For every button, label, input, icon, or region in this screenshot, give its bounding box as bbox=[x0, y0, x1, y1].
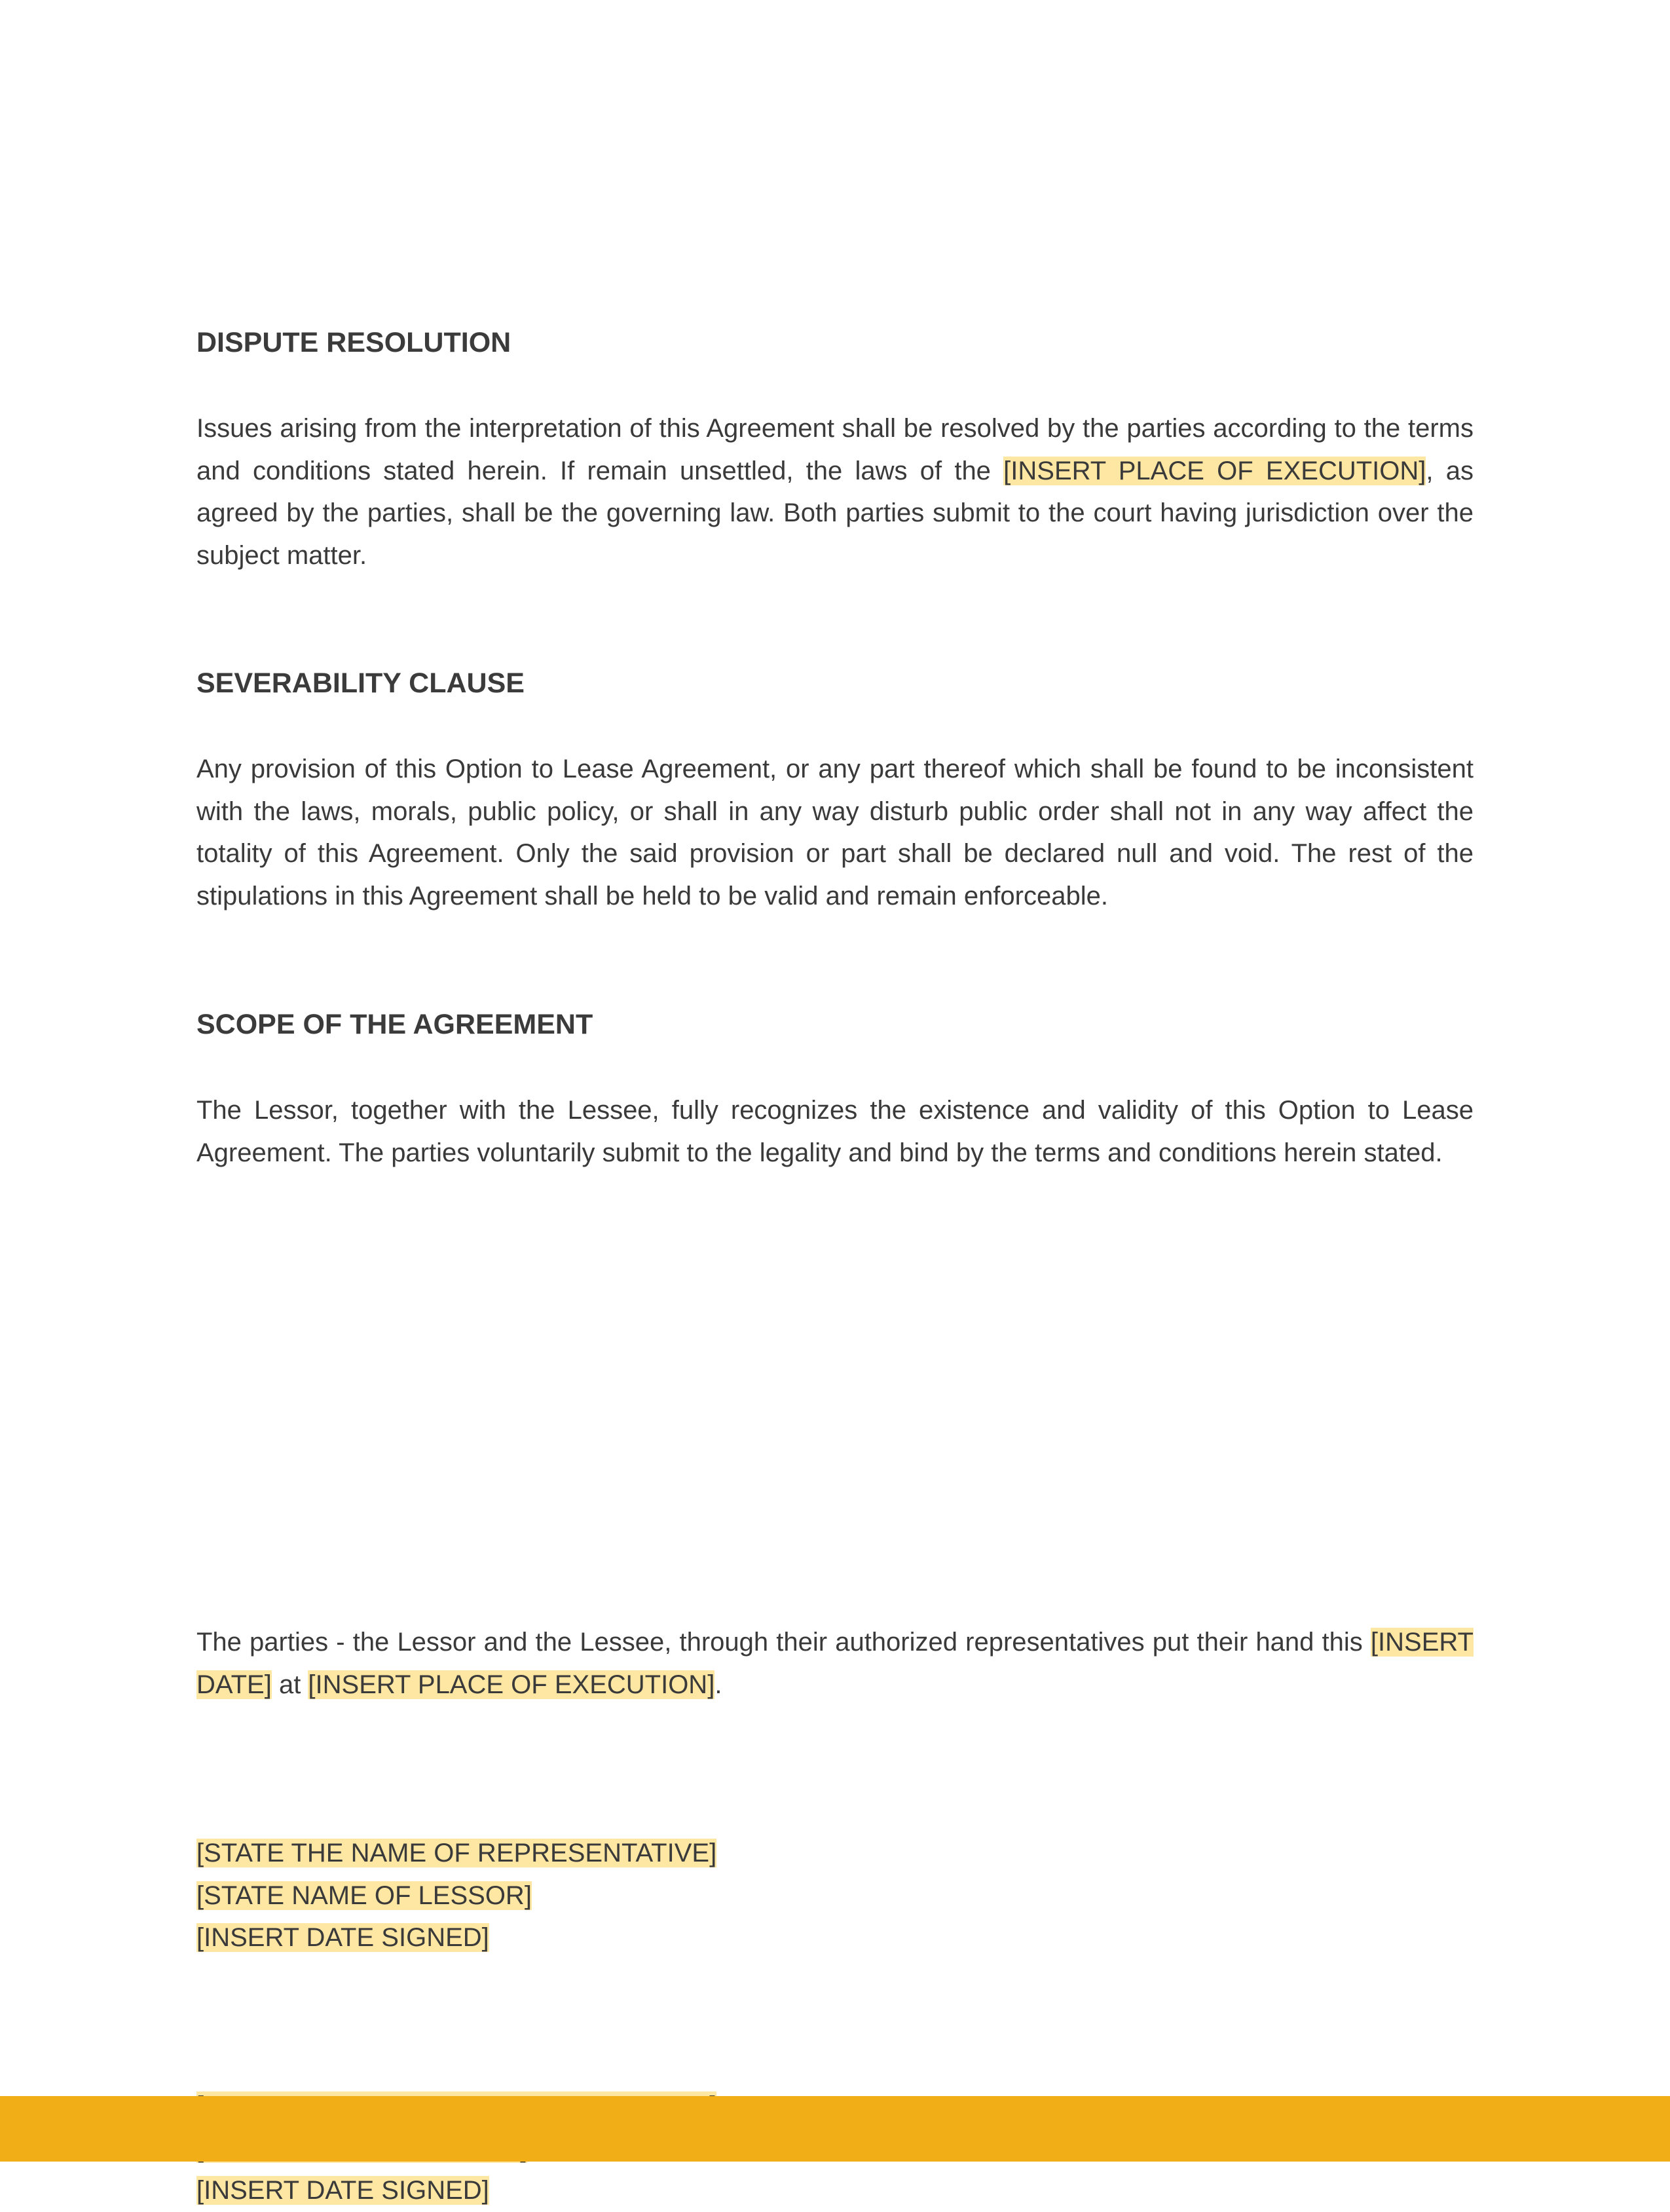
lessee-date-placeholder: [INSERT DATE SIGNED] bbox=[196, 2176, 489, 2205]
severability-section bbox=[196, 662, 1474, 917]
severability-paragraph: Any provision of this Option to Lease Agreement, or any part thereof which shall be found to be inconsistent with the laws, morals, public policy, or shall in any way disturb public order shall not in any way affect the totality of this Agreement. Only the said provision or part shall be declared null and void. The rest of the stipulations in this Agreement shall be held to be valid and remain enforceable. bbox=[196, 755, 1474, 910]
scope-section bbox=[196, 1003, 1474, 1174]
dispute-text-part2: , as agreed by the parties, shall be the governing law. Both parties submit to the court having jurisdiction over the subject matter. bbox=[196, 456, 1474, 570]
scope-heading: SCOPE OF THE AGREEMENT bbox=[196, 1009, 593, 1040]
lessor-date-placeholder: [INSERT DATE SIGNED] bbox=[196, 1923, 489, 1952]
place-of-execution-placeholder: [INSERT PLACE OF EXECUTION] bbox=[1003, 456, 1426, 485]
severability-heading: SEVERABILITY CLAUSE bbox=[196, 667, 525, 699]
witness-paragraph bbox=[196, 1621, 1474, 1706]
dispute-text-part1: Issues arising from the interpretation of this Agreement shall be resolved by the parties according to the terms and conditions stated herein. If remain unsettled, the laws of the bbox=[196, 414, 1474, 485]
dispute-resolution-section bbox=[196, 321, 1474, 576]
lessor-name-placeholder: [STATE NAME OF LESSOR] bbox=[196, 1881, 532, 1910]
lessor-representative-placeholder: [STATE THE NAME OF REPRESENTATIVE] bbox=[196, 1839, 717, 1867]
footer-bar bbox=[0, 2096, 1670, 2162]
witness-place-placeholder: [INSERT PLACE OF EXECUTION] bbox=[308, 1670, 715, 1699]
lessor-signature-block bbox=[196, 1832, 716, 1959]
witness-connector: at bbox=[271, 1670, 308, 1699]
insert-date-placeholder: [INSERT DATE] bbox=[196, 1628, 1474, 1699]
scope-paragraph: The Lessor, together with the Lessee, fully recognizes the existence and validity of this Option to Lease Agreement. The parties voluntarily submit to the legality and bind by the terms and conditions herein stated. bbox=[196, 1096, 1474, 1167]
witness-text: The parties - the Lessor and the Lessee, through their authorized representatives put their hand this bbox=[196, 1628, 1371, 1657]
witness-end: . bbox=[714, 1670, 722, 1699]
dispute-resolution-heading: DISPUTE RESOLUTION bbox=[196, 327, 511, 358]
dispute-resolution-paragraph bbox=[196, 407, 1474, 576]
